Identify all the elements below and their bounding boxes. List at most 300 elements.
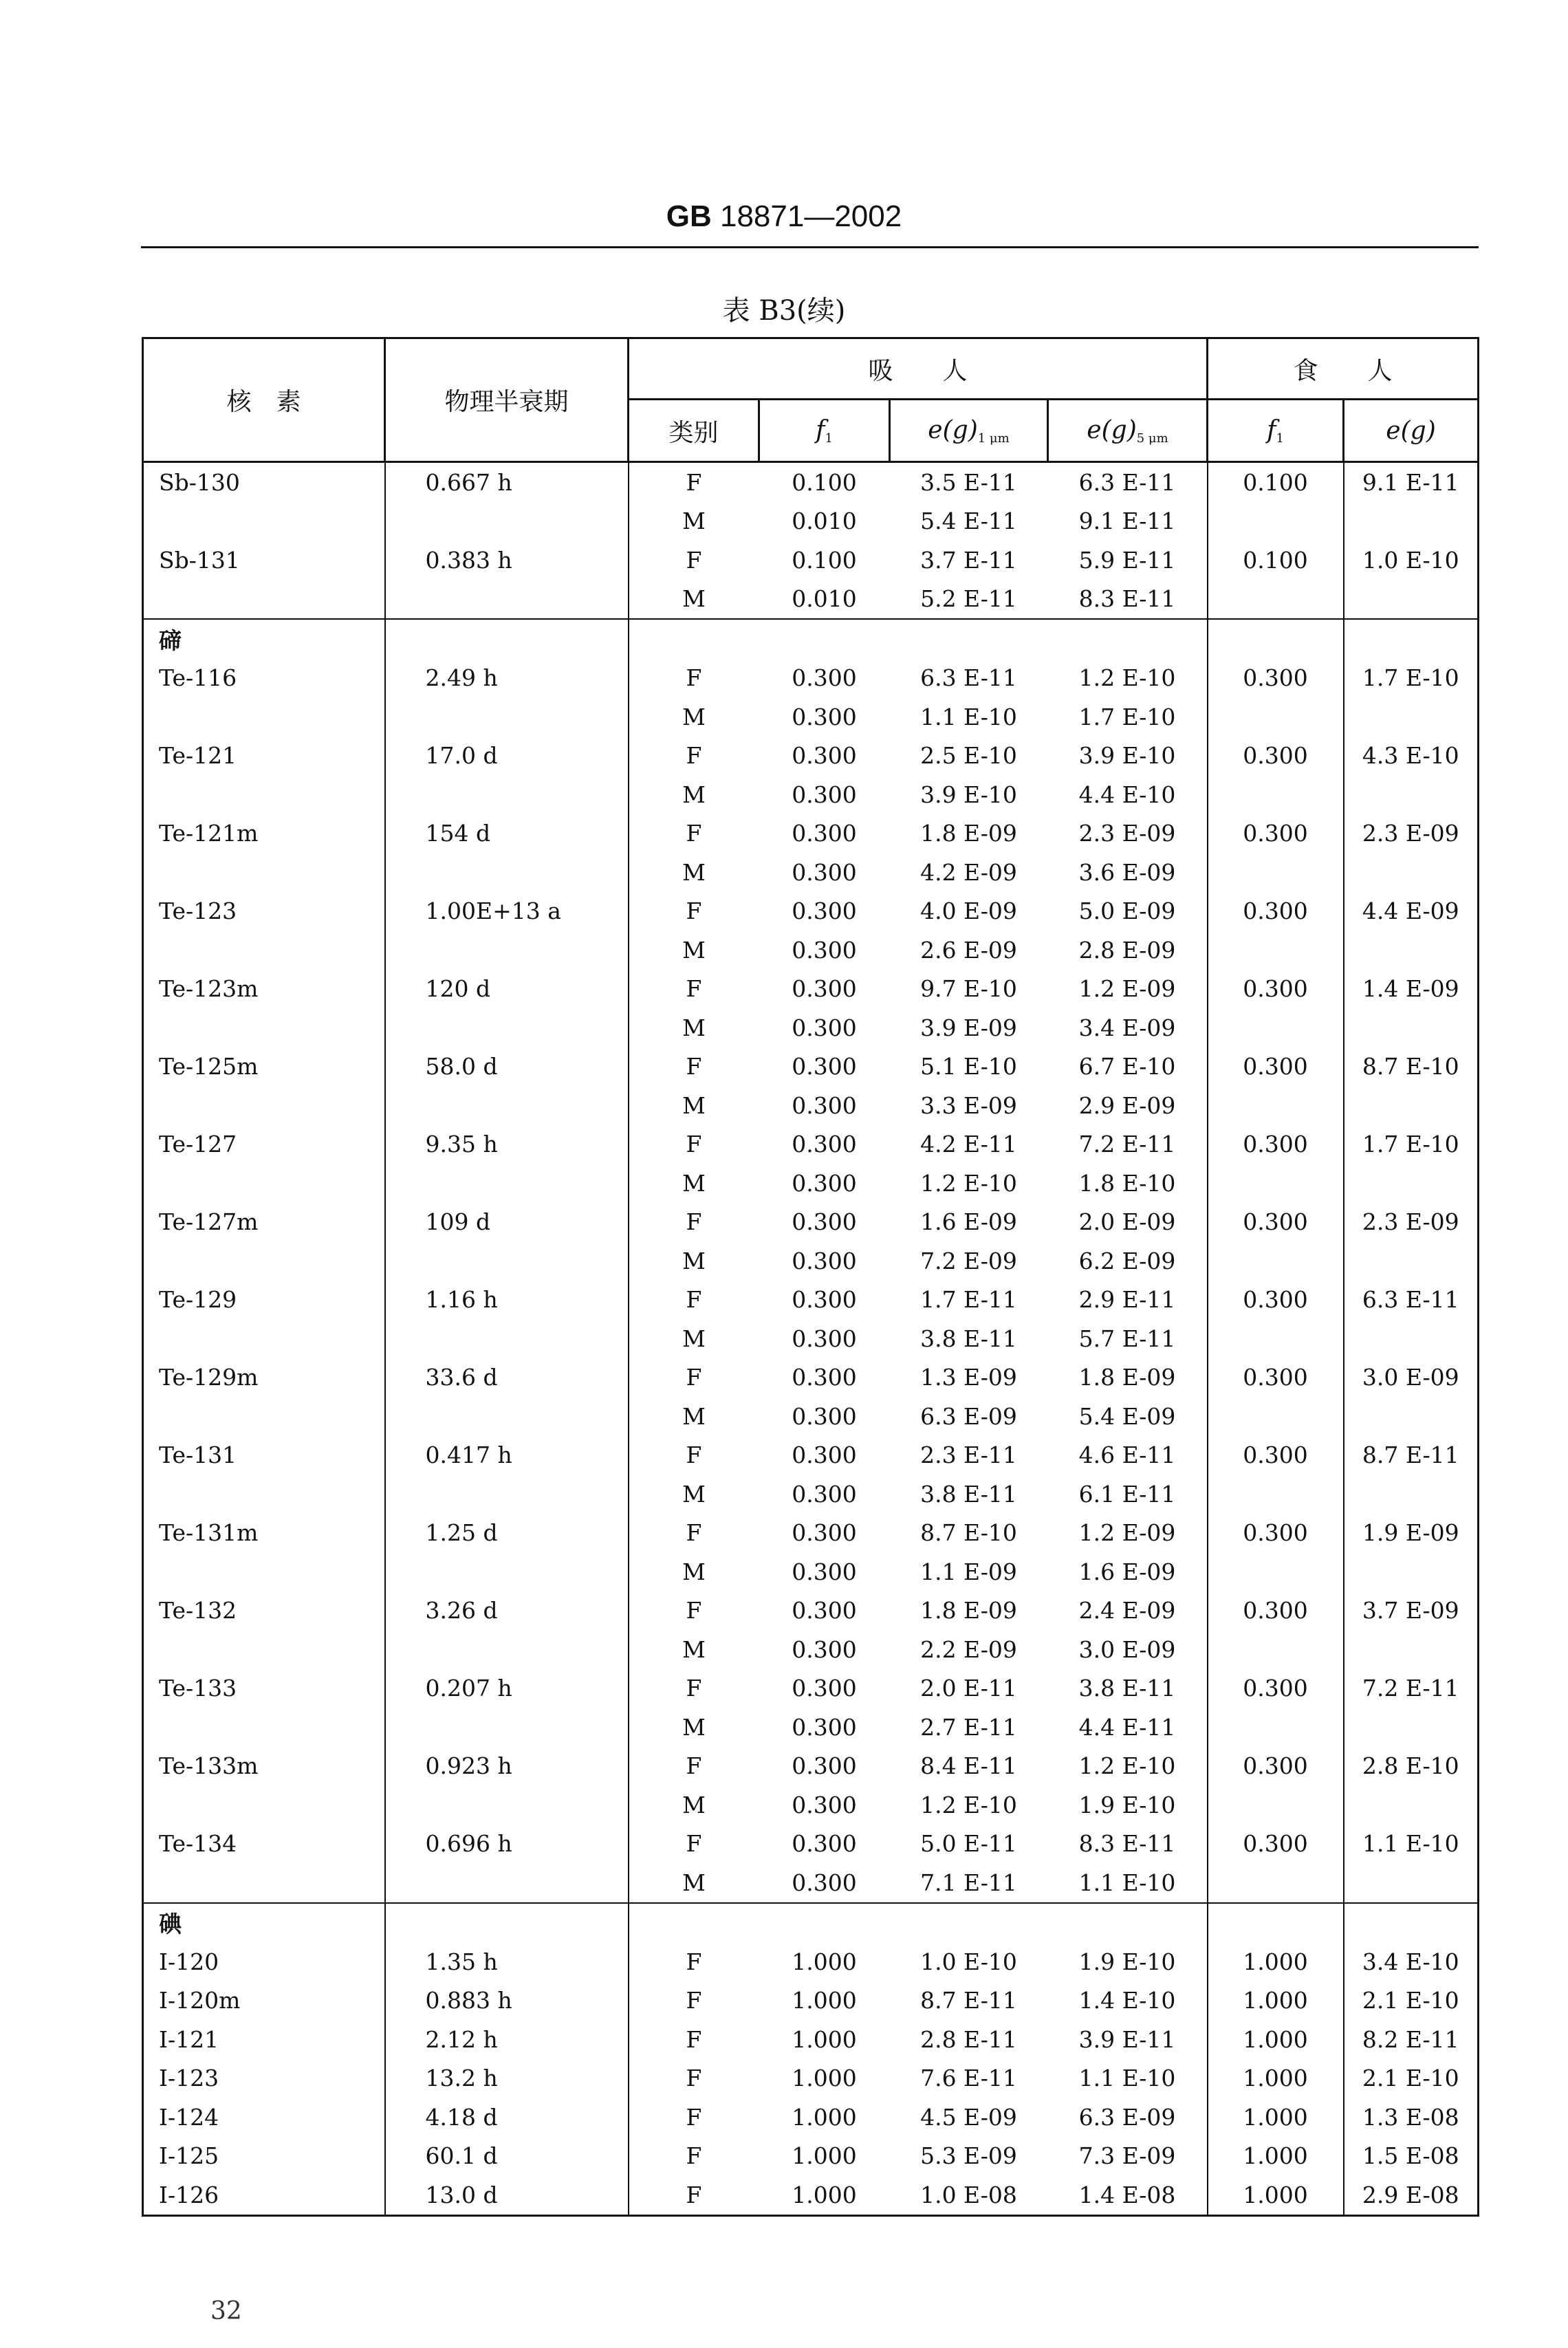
nuclide-cell: Te-131m [143,1514,385,1553]
type-cell: M [629,1708,759,1747]
table-row [143,1825,1479,1864]
e-1um-cell: 2.2 E-09 [920,1635,1017,1663]
ingestion-e-cell: 1.0 E-10 [1344,541,1479,580]
ingestion-e-cell: 3.0 E-09 [1344,1358,1479,1398]
table-row [143,1591,1479,1631]
nuclide-cell: Te-132 [143,1591,385,1631]
ingestion-e-cell: 1.9 E-09 [1344,1514,1479,1553]
col-header-type: 类别 [629,400,759,462]
inhalation-f1-cell: 0.300 [792,703,857,730]
ingestion-f1-cell: 1.000 [1208,2059,1344,2098]
type-cell: M [629,1008,759,1047]
half-life-cell [385,1086,629,1125]
standard-header [0,199,1568,234]
e-1um-cell: 1.2 E-10 [920,1791,1017,1818]
nuclide-cell [143,1552,385,1591]
e-5um-cell: 5.9 E-11 [1078,546,1176,574]
half-life-cell: 3.26 d [385,1591,629,1631]
type-cell: M [629,1552,759,1591]
e-1um-cell: 3.7 E-11 [920,546,1017,574]
half-life-cell [385,1785,629,1825]
table-row [143,541,1479,580]
type-cell: M [629,1785,759,1825]
type-cell: F [629,2137,759,2176]
empty-cell [1048,1903,1208,1943]
empty-cell [1344,619,1479,659]
empty-cell [759,1903,890,1943]
nuclide-cell [143,1319,385,1358]
ingestion-e-cell: 2.8 E-10 [1344,1747,1479,1786]
e-5um-cell: 3.4 E-09 [1078,1014,1176,1041]
type-cell: F [629,970,759,1009]
inhalation-f1-cell: 0.300 [792,1131,857,1158]
ingestion-f1-cell [1208,1319,1344,1358]
e-1um-cell: 6.3 E-09 [920,1402,1017,1430]
ingestion-f1-cell: 0.300 [1208,659,1344,698]
e-1um-cell: 8.4 E-11 [920,1752,1017,1780]
ingestion-e-cell [1344,775,1479,814]
type-cell: F [629,1436,759,1475]
table-row [143,1747,1479,1786]
table-row [143,1164,1479,1203]
ingestion-f1-cell: 1.000 [1208,2175,1344,2215]
col-header-ingestion: 食 人 [1208,338,1479,400]
e-1um-cell: 1.8 E-09 [920,1597,1017,1624]
empty-cell [1208,619,1344,659]
ingestion-f1-cell [1208,1785,1344,1825]
col-header-f1 [759,400,890,462]
inhalation-f1-cell: 0.300 [792,1325,857,1352]
inhalation-f1-cell: 1.000 [792,2142,857,2170]
e-1um-cell: 1.0 E-10 [920,1948,1017,1975]
half-life-cell: 58.0 d [385,1047,629,1087]
e-5um-cell: 1.2 E-09 [1078,1519,1176,1547]
ingestion-f1-cell [1208,1008,1344,1047]
e-1um-cell: 6.3 E-11 [920,664,1017,692]
half-life-cell: 1.00E+13 a [385,892,629,931]
type-cell: F [629,1669,759,1708]
inhalation-f1-cell: 0.300 [792,1675,857,1702]
half-life-cell [385,931,629,970]
e-5um-cell: 2.0 E-09 [1078,1208,1176,1236]
e-5um-cell: 5.7 E-11 [1078,1325,1176,1352]
table-row [143,892,1479,931]
half-life-cell: 4.18 d [385,2098,629,2137]
nuclide-cell: Te-129m [143,1358,385,1398]
ingestion-e-cell [1344,1552,1479,1591]
e-5um-symbol: e(g) [1087,415,1137,444]
inhalation-f1-cell: 0.300 [792,1169,857,1197]
nuclide-cell: I-120m [143,1981,385,2021]
ingestion-f1-cell: 0.300 [1208,814,1344,854]
e-1um-cell: 1.2 E-10 [920,1169,1017,1197]
table-body [143,462,1479,2216]
col-header-inhalation: 吸 人 [629,338,1208,400]
table-row [143,1514,1479,1553]
e-5um-cell: 2.8 E-09 [1078,936,1176,964]
nuclide-cell [143,1241,385,1281]
ingestion-f1-cell [1208,775,1344,814]
e-5um-cell: 1.9 E-10 [1078,1791,1176,1818]
e-5um-cell: 6.3 E-11 [1078,468,1176,496]
table-row [143,970,1479,1009]
ingestion-e-cell: 4.3 E-10 [1344,737,1479,776]
e-5um-cell: 3.9 E-11 [1078,2025,1176,2053]
nuclide-cell [143,697,385,737]
ingestion-e-cell: 8.7 E-10 [1344,1047,1479,1087]
half-life-cell [385,502,629,541]
type-cell: M [629,580,759,620]
e-1um-cell: 1.0 E-08 [890,2175,1048,2215]
e-1um-cell: 5.1 E-10 [920,1053,1017,1080]
ingestion-e-cell [1344,1397,1479,1436]
e-1um-cell: 3.3 E-09 [920,1091,1017,1119]
half-life-cell: 2.49 h [385,659,629,698]
table-row [143,1125,1479,1164]
type-cell: M [629,1397,759,1436]
type-cell: F [629,1281,759,1320]
empty-cell [759,619,890,659]
empty-cell [890,1903,1048,1943]
table-row [143,1319,1479,1358]
type-cell: F [629,737,759,776]
ingestion-f1-cell [1208,1086,1344,1125]
half-life-cell [385,1008,629,1047]
e-5um-cell: 9.1 E-11 [1078,508,1176,535]
nuclide-cell [143,1397,385,1436]
ingestion-e-cell [1344,502,1479,541]
table-row [143,1358,1479,1398]
e-1um-cell: 5.2 E-11 [890,580,1048,620]
half-life-cell: 154 d [385,814,629,854]
empty-cell [629,1903,759,1943]
e-1um-cell: 4.0 E-09 [920,898,1017,925]
e-5um-cell: 1.4 E-08 [1048,2175,1208,2215]
e-1um-cell: 5.0 E-11 [920,1830,1017,1858]
inhalation-f1-cell: 0.300 [792,1286,857,1314]
type-cell: F [629,1125,759,1164]
ingestion-f1-cell: 0.300 [1208,1047,1344,1087]
ingestion-e-cell: 2.9 E-08 [1344,2175,1479,2215]
header-rule [141,246,1479,248]
type-cell: M [629,853,759,892]
empty-cell [1344,1903,1479,1943]
inhalation-f1-cell: 1.000 [792,2103,857,2131]
type-cell: F [629,462,759,502]
inhalation-f1-cell: 0.010 [792,508,857,535]
ingestion-f1-cell [1208,1475,1344,1514]
nuclide-cell: Te-125m [143,1047,385,1087]
ingestion-e-cell: 8.2 E-11 [1344,2020,1479,2059]
table-row [143,1708,1479,1747]
e-1um-cell: 2.8 E-11 [920,2025,1017,2053]
e-5um-cell: 6.1 E-11 [1078,1480,1176,1508]
half-life-cell [385,1630,629,1669]
inhalation-f1-cell: 0.300 [792,1519,857,1547]
ingestion-f1-cell: 0.300 [1208,1514,1344,1553]
type-cell: M [629,931,759,970]
ingestion-f1-cell [1208,931,1344,970]
nuclide-cell [143,1708,385,1747]
half-life-cell: 0.207 h [385,1669,629,1708]
ingestion-f1-cell: 0.300 [1208,1669,1344,1708]
nuclide-cell: Te-121m [143,814,385,854]
inhalation-f1-cell: 0.300 [792,1402,857,1430]
inhalation-f1-cell: 0.300 [792,1014,857,1041]
nuclide-cell: Te-131 [143,1436,385,1475]
inhalation-f1-cell: 0.300 [792,1364,857,1391]
type-cell: F [629,1358,759,1398]
type-cell: M [629,502,759,541]
nuclide-cell: Te-134 [143,1825,385,1864]
ingestion-e-cell: 1.7 E-10 [1344,659,1479,698]
ingestion-e-cell [1344,1319,1479,1358]
col-header-e-1um [890,400,1048,462]
ingestion-f1-cell: 0.300 [1208,970,1344,1009]
table-row [143,1436,1479,1475]
col-header-ingestion-f1 [1208,400,1344,462]
ingestion-e-cell: 7.2 E-11 [1344,1669,1479,1708]
ingestion-f1-cell [1208,1241,1344,1281]
half-life-cell: 9.35 h [385,1125,629,1164]
ingestion-f1-cell [1208,1397,1344,1436]
ingestion-e-cell: 2.1 E-10 [1344,1981,1479,2021]
nuclide-cell: I-123 [143,2059,385,2098]
ingestion-e-cell: 1.4 E-09 [1344,970,1479,1009]
nuclide-cell: Te-121 [143,737,385,776]
half-life-cell: 0.417 h [385,1436,629,1475]
half-life-cell: 13.2 h [385,2059,629,2098]
empty-cell [1208,1903,1344,1943]
ingestion-e-cell [1344,1630,1479,1669]
half-life-cell [385,580,629,620]
type-cell: F [629,1203,759,1242]
e-5um-cell: 3.0 E-09 [1078,1635,1176,1663]
nuclide-cell [143,1086,385,1125]
e-5um-cell: 7.3 E-09 [1078,2142,1176,2170]
nuclide-cell: Te-133 [143,1669,385,1708]
type-cell: F [629,659,759,698]
empty-cell [385,619,629,659]
empty-cell [1048,619,1208,659]
page-number: 32 [210,2297,242,2325]
element-name: 碲 [143,619,385,659]
table-row [143,1281,1479,1320]
e-5um-cell: 5.4 E-09 [1078,1402,1176,1430]
table-title: 表 B3(续) [722,295,846,327]
ingestion-e-cell: 2.3 E-09 [1344,814,1479,854]
e-1um-cell: 4.2 E-09 [920,858,1017,886]
type-cell: F [629,1981,759,2021]
ingestion-e-cell: 6.3 E-11 [1344,1281,1479,1320]
half-life-cell: 0.696 h [385,1825,629,1864]
f1-symbol: f [816,415,825,444]
type-cell: F [629,1942,759,1981]
inhalation-f1-cell: 0.300 [792,975,857,1003]
table-row [143,1863,1479,1903]
nuclide-cell [143,1630,385,1669]
type-cell: M [629,1863,759,1903]
e-1um-cell: 8.7 E-10 [920,1519,1017,1547]
e-5um-cell: 2.3 E-09 [1078,820,1176,847]
ing-e-symbol: e(g) [1386,416,1436,445]
half-life-cell: 109 d [385,1203,629,1242]
half-life-cell [385,1552,629,1591]
e-1um-cell: 2.6 E-09 [920,936,1017,964]
element-group-row [143,1903,1479,1943]
e-5um-cell: 7.2 E-11 [1078,1131,1176,1158]
table-row [143,1008,1479,1047]
e-1um-cell: 2.0 E-11 [920,1675,1017,1702]
e-1um-cell: 1.3 E-09 [920,1364,1017,1391]
nuclide-cell: Te-123 [143,892,385,931]
type-cell: M [629,1475,759,1514]
ingestion-f1-cell: 0.300 [1208,1436,1344,1475]
half-life-cell [385,1397,629,1436]
ingestion-e-cell: 8.7 E-11 [1344,1436,1479,1475]
ingestion-e-cell: 1.5 E-08 [1344,2137,1479,2176]
inhalation-f1-cell: 1.000 [792,2025,857,2053]
e-5um-cell: 1.6 E-09 [1078,1558,1176,1585]
standard-number: 18871—2002 [719,199,902,233]
nuclide-cell [143,1785,385,1825]
ingestion-f1-cell [1208,697,1344,737]
empty-cell [385,1903,629,1943]
element-group-row [143,619,1479,659]
type-cell: F [629,1047,759,1087]
ingestion-f1-cell [1208,1630,1344,1669]
e-1um-cell: 4.5 E-09 [920,2103,1017,2131]
e-1um-cell: 4.2 E-11 [920,1131,1017,1158]
inhalation-f1-cell: 0.300 [792,1791,857,1818]
ingestion-e-cell [1344,1475,1479,1514]
e-5um-cell: 3.6 E-09 [1078,858,1176,886]
half-life-cell [385,1164,629,1203]
e-5um-cell: 3.9 E-10 [1078,742,1176,770]
nuclide-cell [143,580,385,620]
ingestion-f1-cell [1208,1863,1344,1903]
nuclide-cell: Te-133m [143,1747,385,1786]
ingestion-f1-cell: 0.300 [1208,1825,1344,1864]
ingestion-f1-cell: 1.000 [1208,2137,1344,2176]
table-row [143,737,1479,776]
e-1um-cell: 5.4 E-11 [920,508,1017,535]
type-cell: F [629,2020,759,2059]
ingestion-f1-cell [1208,1552,1344,1591]
table-row [143,697,1479,737]
inhalation-f1-cell: 0.300 [792,664,857,692]
type-cell: M [629,1164,759,1203]
nuclide-cell: Sb-130 [143,462,385,502]
e-5um-cell: 2.4 E-09 [1078,1597,1176,1624]
e-5um-cell: 1.8 E-10 [1078,1169,1176,1197]
e-1um-cell: 7.1 E-11 [890,1863,1048,1903]
table-row [143,2059,1479,2098]
e-1um-cell: 1.1 E-09 [920,1558,1017,1585]
ingestion-f1-cell: 0.300 [1208,1358,1344,1398]
e-5um-subscript: 5 μm [1136,431,1168,446]
e-1um-symbol: e(g) [928,415,978,444]
inhalation-f1-cell: 0.300 [792,1091,857,1119]
half-life-cell: 60.1 d [385,2137,629,2176]
nuclide-cell [143,931,385,970]
table-row [143,502,1479,541]
nuclide-cell: I-125 [143,2137,385,2176]
col-header-nuclide: 核 素 [143,338,385,462]
ingestion-f1-cell: 0.300 [1208,1591,1344,1631]
half-life-cell [385,1319,629,1358]
inhalation-f1-cell: 0.300 [792,1558,857,1585]
half-life-cell: 13.0 d [385,2175,629,2215]
inhalation-f1-cell: 0.300 [792,1830,857,1858]
e-5um-cell: 3.8 E-11 [1078,1675,1176,1702]
ingestion-e-cell [1344,1708,1479,1747]
nuclide-cell [143,1008,385,1047]
ingestion-f1-cell: 0.300 [1208,737,1344,776]
half-life-cell: 1.25 d [385,1514,629,1553]
ing-f1-subscript: 1 [1276,431,1284,446]
type-cell: F [629,1591,759,1631]
table-row [143,2175,1479,2215]
e-5um-cell: 1.4 E-10 [1078,1987,1176,2014]
e-1um-cell: 3.5 E-11 [920,468,1017,496]
ingestion-e-cell [1344,931,1479,970]
half-life-cell: 33.6 d [385,1358,629,1398]
table-row [143,775,1479,814]
ingestion-f1-cell [1208,1708,1344,1747]
empty-cell [629,619,759,659]
table-row [143,814,1479,854]
inhalation-f1-cell: 1.000 [792,2065,857,2092]
inhalation-f1-cell: 0.300 [792,1247,857,1274]
ingestion-e-cell [1344,580,1479,620]
e-1um-cell: 1.7 E-11 [920,1286,1017,1314]
ingestion-f1-cell: 1.000 [1208,2098,1344,2137]
e-1um-cell: 1.8 E-09 [920,820,1017,847]
ingestion-e-cell [1344,1008,1479,1047]
e-5um-cell: 1.9 E-10 [1078,1948,1176,1975]
nuclide-cell [143,1475,385,1514]
col-header-ingestion-e [1344,400,1479,462]
inhalation-f1-cell: 1.000 [792,1948,857,1975]
e-5um-cell: 1.1 E-10 [1048,1863,1208,1903]
inhalation-f1-cell: 0.300 [792,1752,857,1780]
ingestion-e-cell: 3.4 E-10 [1344,1942,1479,1981]
inhalation-f1-cell: 0.100 [792,546,857,574]
e-5um-cell: 5.0 E-09 [1078,898,1176,925]
e-5um-cell: 1.8 E-09 [1078,1364,1176,1391]
nuclide-cell [143,502,385,541]
table-row [143,1047,1479,1087]
ingestion-f1-cell [1208,853,1344,892]
half-life-cell: 0.667 h [385,462,629,502]
nuclide-cell: I-126 [143,2175,385,2215]
dose-coefficient-table [142,337,1479,2217]
e-1um-cell: 1.1 E-10 [920,703,1017,730]
type-cell: M [629,1319,759,1358]
half-life-cell [385,1475,629,1514]
ingestion-e-cell [1344,1086,1479,1125]
inhalation-f1-cell: 0.300 [792,742,857,770]
table-row [143,853,1479,892]
inhalation-f1-cell: 0.300 [792,1597,857,1624]
table-row [143,1630,1479,1669]
e-1um-cell: 2.7 E-11 [920,1713,1017,1741]
type-cell: F [629,2059,759,2098]
e-5um-cell: 2.9 E-09 [1078,1091,1176,1119]
inhalation-f1-cell: 0.300 [792,1053,857,1080]
ingestion-f1-cell: 0.300 [1208,1203,1344,1242]
